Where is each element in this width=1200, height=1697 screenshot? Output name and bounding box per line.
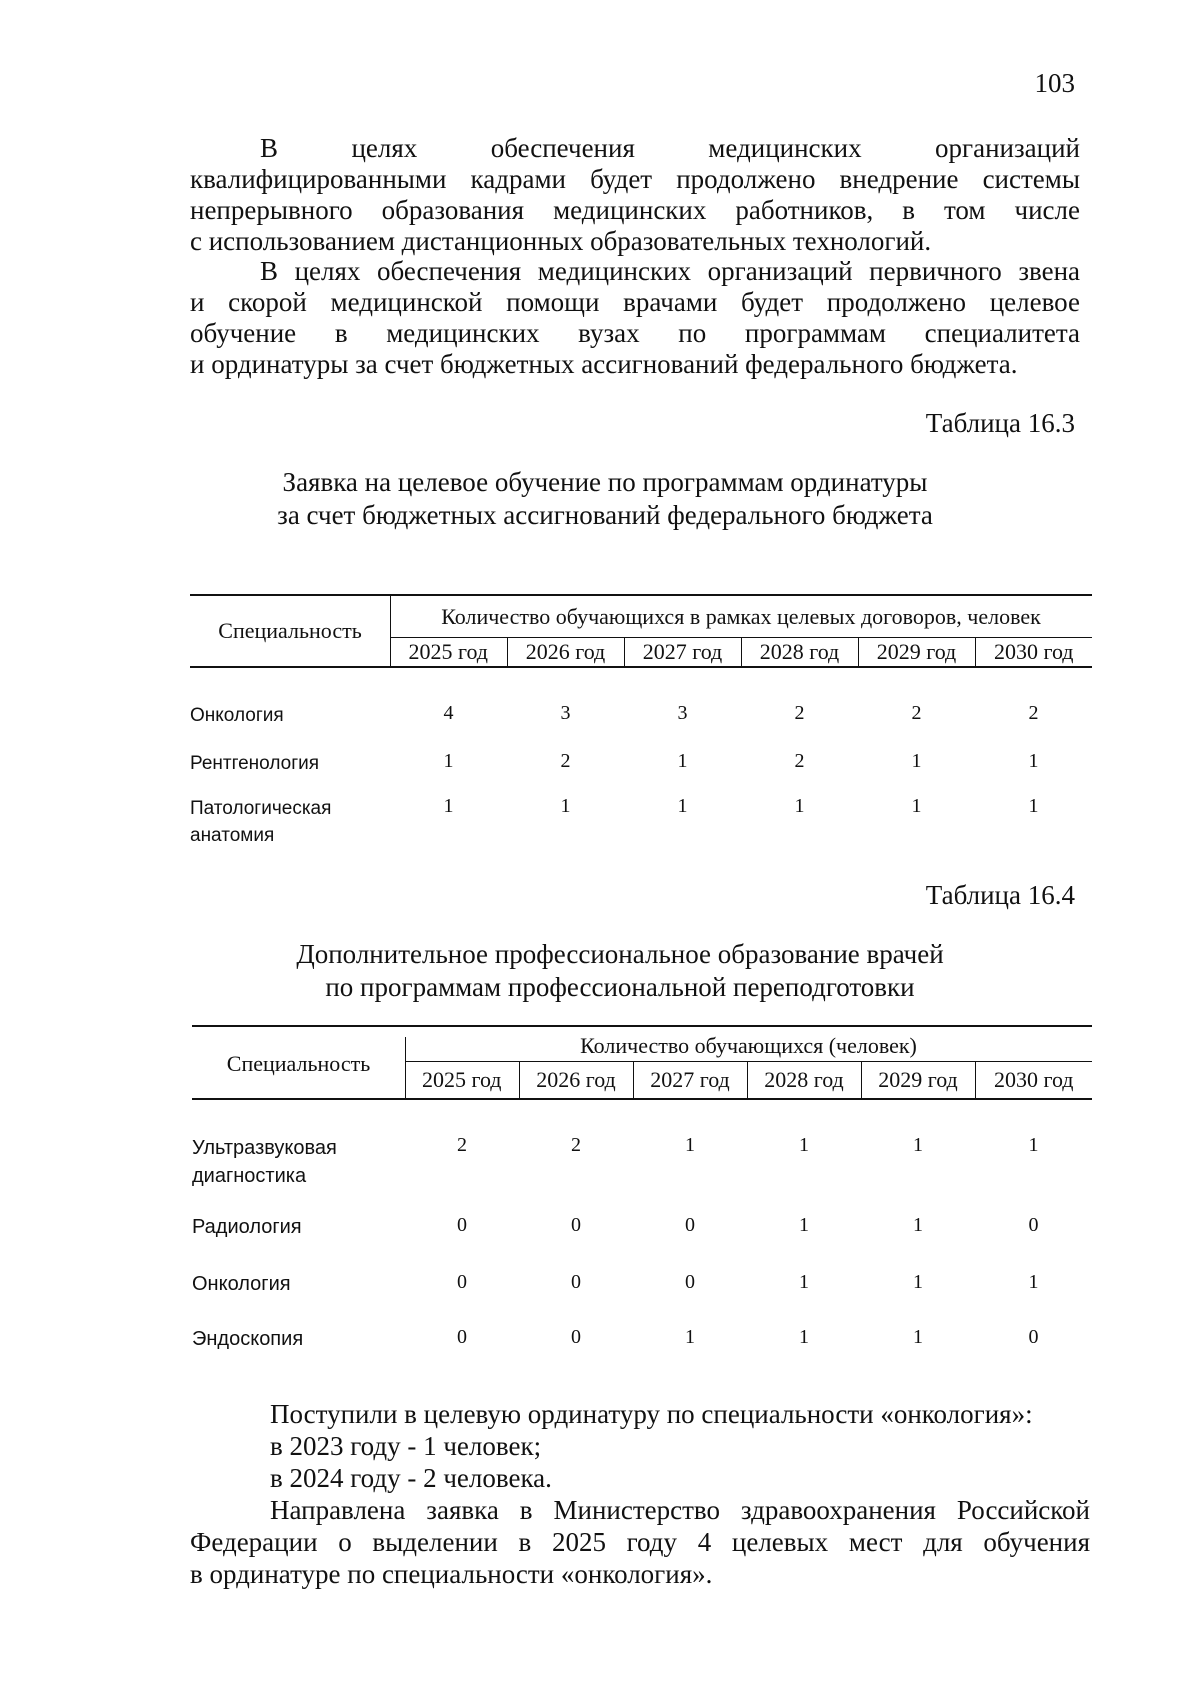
cell-value: 0 — [685, 1214, 695, 1236]
closing-line: в 2023 году - 1 человек; — [270, 1431, 542, 1461]
column-header-year: 2030 год — [993, 638, 1074, 664]
paragraph-2 — [190, 256, 1080, 380]
cell-value: 0 — [571, 1271, 581, 1293]
row-specialty — [192, 1134, 405, 1214]
cell-value: 1 — [1028, 1271, 1039, 1293]
column-header-year: 2025 год — [405, 1062, 519, 1098]
cell-value: 1 — [677, 750, 688, 772]
table-top-rule — [192, 1025, 1092, 1027]
cell-value: 2 — [571, 1134, 581, 1156]
table-row — [192, 1214, 1092, 1271]
closing-line: Направлена заявка в Министерство здравоохранения Российской — [270, 1495, 1090, 1525]
cell-value: 1 — [799, 1214, 809, 1236]
closing-line: Федерации о выделении в 2025 году 4 целевых мест для обучения — [190, 1527, 1090, 1557]
column-header-year: 2029 год — [858, 637, 975, 666]
page-number: 103 — [1034, 68, 1075, 98]
table-16-4 — [192, 1030, 1092, 1366]
cell-value: 2 — [457, 1134, 467, 1156]
table-row — [190, 702, 1092, 750]
cell-value: 3 — [677, 702, 688, 724]
row-specialty: Рентгенология — [190, 753, 320, 774]
closing-text — [190, 1398, 1090, 1590]
cell-value: 1 — [913, 1326, 923, 1348]
column-group-header: Количество обучающихся (человек) — [580, 1033, 917, 1058]
cell-value: 1 — [1028, 795, 1039, 817]
row-specialty — [190, 795, 390, 849]
cell-value: 1 — [685, 1134, 695, 1156]
cell-value: 1 — [799, 1271, 809, 1293]
paragraph-1-line: с использованием дистанционных образовательных технологий. — [190, 226, 932, 256]
paragraph-2-line: обучение в медицинских вузах по программам специалитета — [190, 318, 1080, 348]
cell-value: 0 — [571, 1326, 581, 1348]
table-title-line: Дополнительное профессиональное образование врачей — [296, 939, 944, 969]
cell-value: 1 — [911, 795, 922, 817]
cell-value: 2 — [560, 750, 571, 772]
cell-value: 1 — [913, 1271, 923, 1293]
cell-value: 1 — [677, 795, 688, 817]
column-header-year: 2028 год — [741, 637, 858, 666]
row-specialty-line: Ультразвуковая — [192, 1137, 337, 1159]
column-group-header: Количество обучающихся в рамках целевых договоров, человек — [441, 603, 1041, 629]
row-specialty-line: анатомия — [190, 825, 275, 846]
closing-line: Поступили в целевую ординатуру по специальности «онкология»: — [270, 1399, 1033, 1429]
table-row — [192, 1134, 1092, 1214]
cell-value: 1 — [794, 795, 805, 817]
paragraph-2-line: В целях обеспечения медицинских организаций первичного звена — [260, 256, 1080, 286]
column-header-specialty: Специальность — [226, 1051, 371, 1076]
table-label-16-3: Таблица 16.3 — [925, 408, 1075, 438]
column-header-year: 2026 год — [519, 1062, 633, 1098]
column-header-year: 2027 год — [624, 637, 741, 666]
cell-value: 3 — [560, 702, 571, 724]
cell-value: 0 — [571, 1214, 581, 1236]
row-specialty: Эндоскопия — [192, 1328, 304, 1350]
cell-value: 2 — [1028, 702, 1039, 724]
column-header-year: 2027 год — [633, 1062, 747, 1098]
column-header-year: 2029 год — [861, 1062, 975, 1098]
cell-value: 1 — [443, 795, 454, 817]
cell-value: 0 — [457, 1214, 467, 1236]
cell-value: 0 — [457, 1326, 467, 1348]
cell-value: 0 — [685, 1271, 695, 1293]
table-row — [192, 1271, 1092, 1326]
paragraph-1-line: В целях обеспечения медицинских организаций — [260, 133, 1080, 163]
cell-value: 1 — [799, 1134, 809, 1156]
cell-value: 1 — [913, 1214, 923, 1236]
column-header-year: 2028 год — [747, 1062, 861, 1098]
table-title-16-3 — [230, 466, 980, 532]
cell-value: 1 — [911, 750, 922, 772]
table-row — [190, 750, 1092, 795]
column-header-year: 2030 год — [993, 1067, 1074, 1092]
cell-value: 4 — [443, 702, 454, 724]
row-specialty-line: диагностика — [192, 1165, 307, 1187]
closing-line: в 2024 году - 2 человека. — [270, 1463, 552, 1493]
closing-line: в ординатуре по специальности «онкология». — [190, 1559, 713, 1589]
cell-value: 2 — [911, 702, 922, 724]
table-row — [192, 1326, 1092, 1366]
cell-value: 0 — [457, 1271, 467, 1293]
table-title-16-4 — [230, 938, 1010, 1004]
column-header-year: 2025 год — [390, 637, 507, 666]
table-16-3 — [190, 596, 1092, 849]
cell-value: 1 — [685, 1326, 695, 1348]
row-specialty: Онкология — [190, 705, 284, 726]
paragraph-1 — [190, 133, 1080, 257]
paragraph-2-line: и скорой медицинской помощи врачами будет продолжено целевое — [190, 287, 1080, 317]
cell-value: 0 — [1028, 1326, 1039, 1348]
cell-value: 1 — [560, 795, 571, 817]
cell-value: 2 — [794, 702, 805, 724]
cell-value: 2 — [794, 750, 805, 772]
column-header-specialty: Специальность — [218, 618, 362, 643]
row-specialty: Онкология — [192, 1273, 291, 1295]
table-title-line: Заявка на целевое обучение по программам ординатуры — [282, 467, 928, 497]
paragraph-1-line: квалифицированными кадрами будет продолжено внедрение системы — [190, 164, 1080, 194]
paragraph-1-line: непрерывного образования медицинских работников, в том числе — [190, 195, 1080, 225]
cell-value: 1 — [913, 1134, 923, 1156]
row-specialty: Радиология — [192, 1216, 302, 1238]
cell-value: 1 — [443, 750, 454, 772]
column-header-year: 2026 год — [507, 637, 624, 666]
cell-value: 1 — [1028, 1134, 1039, 1156]
row-specialty-line: Патологическая — [190, 798, 332, 819]
paragraph-2-line: и ординатуры за счет бюджетных ассигнований федерального бюджета. — [190, 349, 1018, 379]
table-row — [190, 795, 1092, 849]
table-title-line: за счет бюджетных ассигнований федерального бюджета — [277, 500, 933, 530]
table-title-line: по программам профессиональной переподготовки — [325, 972, 915, 1002]
cell-value: 0 — [1028, 1214, 1039, 1236]
table-label-16-4: Таблица 16.4 — [925, 880, 1075, 910]
cell-value: 1 — [799, 1326, 809, 1348]
cell-value: 1 — [1028, 750, 1039, 772]
